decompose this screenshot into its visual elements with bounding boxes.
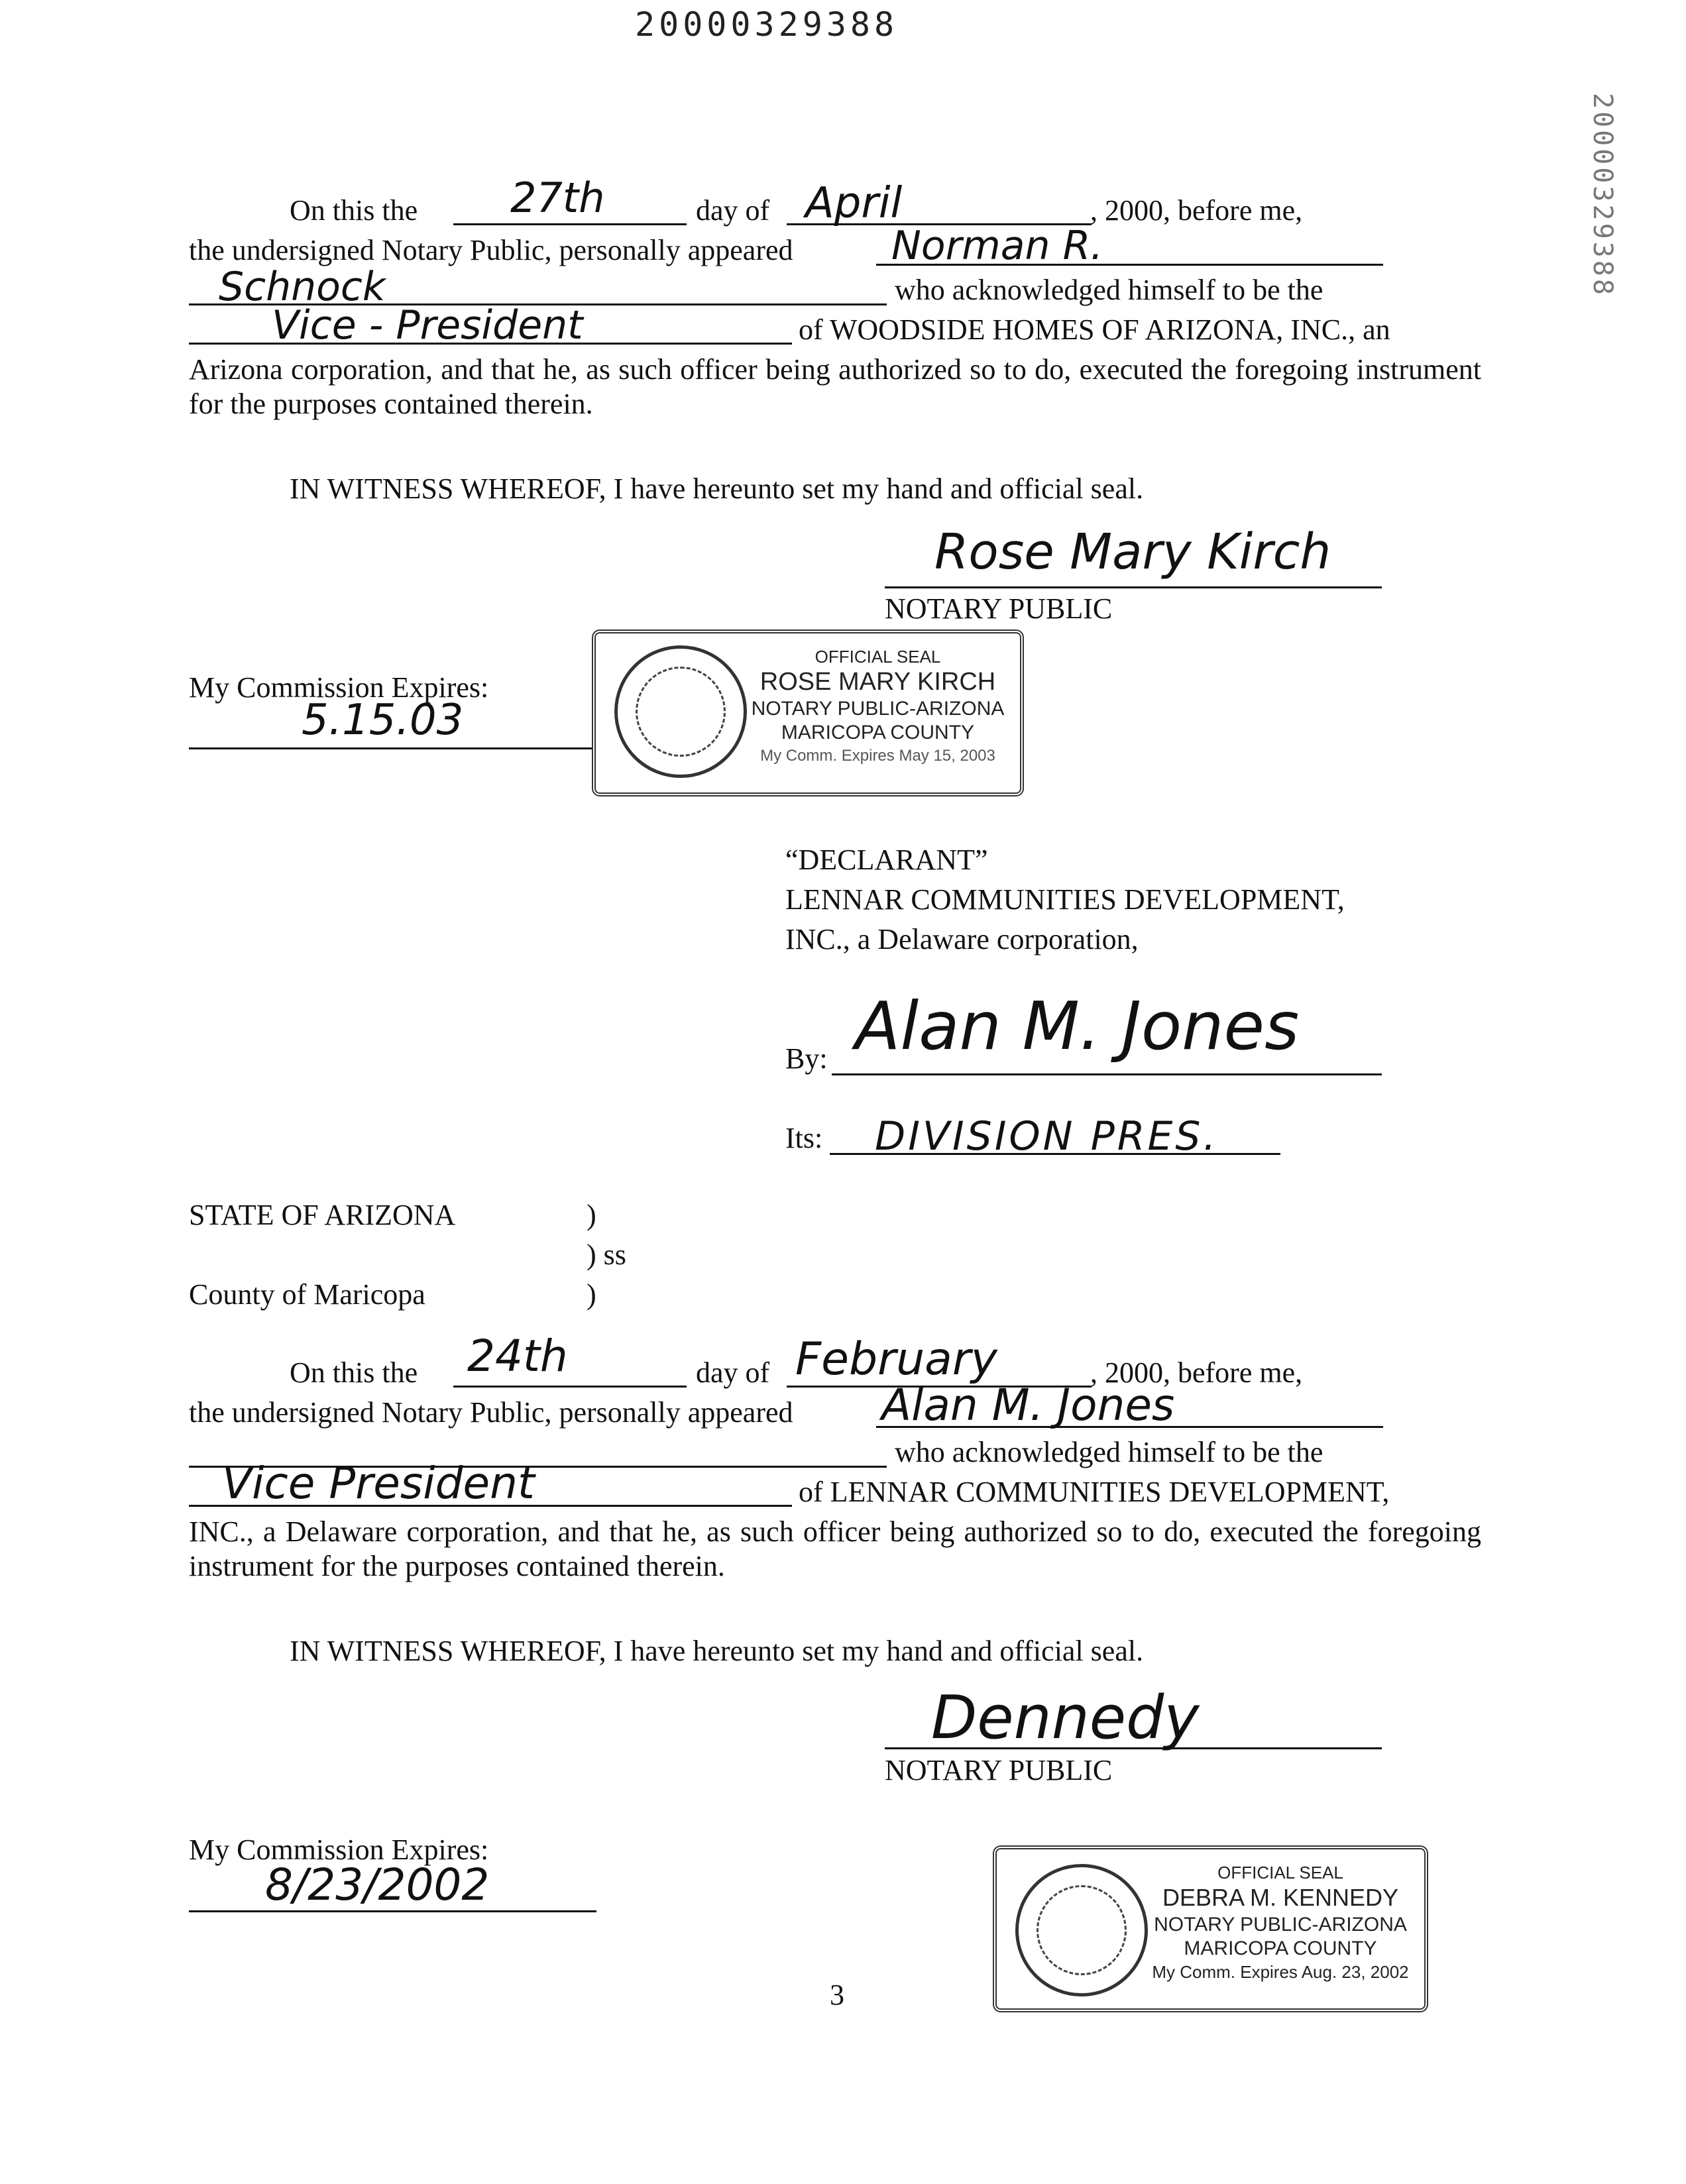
its-handwritten: DIVISION PRES.	[875, 1113, 1219, 1160]
ack2-title-handwritten: Vice President	[222, 1458, 535, 1509]
ack1-personally-appeared: the undersigned Notary Public, personally appeared	[189, 234, 793, 266]
ack2-day-of: day of	[696, 1356, 770, 1389]
ack1-month-handwritten: April	[805, 179, 903, 228]
by-signature: Alan M. Jones	[855, 987, 1300, 1065]
ack1-notary-public-label: NOTARY PUBLIC	[885, 592, 1113, 625]
declarant-company-line2: INC., a Delaware corporation,	[785, 923, 1139, 956]
by-signature-line	[832, 1073, 1382, 1075]
seal-kirch-title: OFFICIAL SEAL	[815, 647, 941, 667]
ack1-day-of: day of	[696, 194, 770, 227]
by-label: By:	[785, 1042, 828, 1075]
ack1-notary-signature-line	[885, 586, 1382, 588]
ack1-paragraph: Arizona corporation, and that he, as such officer being authorized so to do, executed the foregoing instrument for the purposes contained therein.	[189, 353, 1481, 420]
ack2-commission-label: My Commission Expires:	[189, 1833, 489, 1866]
its-label: Its:	[785, 1122, 823, 1154]
ack1-title-handwritten: Vice - President	[272, 302, 583, 349]
ack2-day-handwritten: 24th	[467, 1331, 568, 1382]
ack2-personally-appeared: the undersigned Notary Public, personally appeared	[189, 1396, 793, 1429]
venue-paren-1: )	[587, 1199, 596, 1231]
ack2-year-before-me: , 2000, before me,	[1090, 1356, 1303, 1389]
ack2-acknowledged: who acknowledged himself to be the	[895, 1436, 1323, 1468]
seal-kennedy-line2: MARICOPA COUNTY	[1184, 1938, 1377, 1959]
venue-ss: ) ss	[587, 1238, 626, 1271]
venue-county: County of Maricopa	[189, 1278, 425, 1311]
arizona-seal-emblem-icon	[1015, 1864, 1148, 1996]
seal-kirch-name: ROSE MARY KIRCH	[759, 668, 996, 696]
ack1-witness: IN WITNESS WHEREOF, I have hereunto set my hand and official seal.	[290, 472, 1144, 505]
ack1-on-this-the: On this the	[290, 194, 418, 227]
ack2-commission-date: 8/23/2002	[265, 1859, 490, 1910]
ack2-paragraph: INC., a Delaware corporation, and that he, as such officer being authorized so to do, executed the foregoing instrument for the purposes contained therein.	[189, 1515, 1481, 1582]
page-number: 3	[830, 1979, 844, 2011]
notary-seal-kennedy	[993, 1845, 1428, 2012]
ack1-name-handwritten-1: Norman R.	[891, 223, 1103, 269]
seal-kennedy-line3: My Comm. Expires Aug. 23, 2002	[1152, 1962, 1409, 1982]
ack2-witness: IN WITNESS WHEREOF, I have hereunto set my hand and official seal.	[290, 1635, 1144, 1667]
venue-state: STATE OF ARIZONA	[189, 1199, 456, 1231]
document-number: 20000329388	[635, 5, 899, 44]
ack2-month-handwritten: February	[795, 1333, 998, 1386]
ack1-acknowledged: who acknowledged himself to be the	[895, 274, 1323, 306]
declarant-company-line1: LENNAR COMMUNITIES DEVELOPMENT,	[785, 883, 1345, 916]
ack2-commission-line	[189, 1910, 596, 1912]
seal-kennedy-title: OFFICIAL SEAL	[1217, 1863, 1343, 1883]
seal-kirch-line3: My Comm. Expires May 15, 2003	[760, 747, 995, 765]
seal-kennedy-name: DEBRA M. KENNEDY	[1162, 1884, 1399, 1911]
arizona-seal-emblem-icon	[614, 645, 747, 778]
ack1-commission-date: 5.15.03	[302, 696, 464, 745]
ack1-year-before-me: , 2000, before me,	[1090, 194, 1303, 227]
venue-paren-3: )	[587, 1278, 596, 1311]
side-recording-stamp: 20000329388	[1587, 93, 1618, 298]
ack1-name-handwritten-2: Schnock	[219, 264, 386, 310]
ack1-of-woodside: of WOODSIDE HOMES OF ARIZONA, INC., an	[799, 313, 1390, 346]
ack2-day-line	[453, 1386, 687, 1388]
ack1-notary-signature: Rose Mary Kirch	[934, 523, 1331, 580]
ack2-of-lennar: of LENNAR COMMUNITIES DEVELOPMENT,	[799, 1476, 1390, 1508]
ack2-notary-public-label: NOTARY PUBLIC	[885, 1754, 1113, 1786]
ack1-day-line	[453, 223, 687, 225]
seal-kennedy-line1: NOTARY PUBLIC-ARIZONA	[1154, 1914, 1407, 1936]
ack1-commission-line	[189, 747, 596, 749]
ack2-name-handwritten: Alan M. Jones	[881, 1380, 1175, 1431]
notary-seal-kirch	[592, 629, 1024, 796]
seal-kirch-line1: NOTARY PUBLIC-ARIZONA	[751, 698, 1005, 720]
ack1-day-handwritten: 27th	[510, 174, 605, 222]
ack1-commission-label: My Commission Expires:	[189, 671, 489, 704]
declarant-label: “DECLARANT”	[785, 844, 988, 876]
ack2-notary-signature: Dennedy	[931, 1683, 1200, 1753]
seal-kirch-line2: MARICOPA COUNTY	[781, 722, 975, 743]
ack2-on-this-the: On this the	[290, 1356, 418, 1389]
